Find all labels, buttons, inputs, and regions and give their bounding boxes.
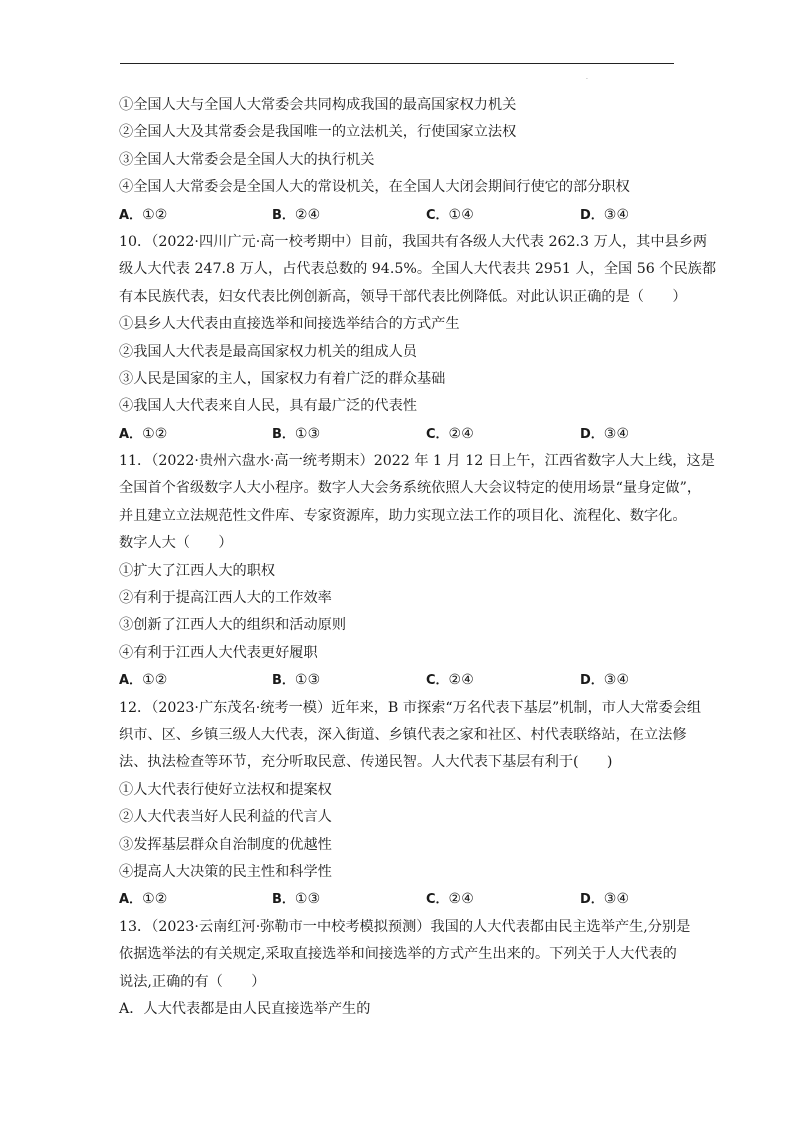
q11-stem-line-4: 数字人大（ ） [119, 535, 233, 552]
q10-choice-b[interactable]: B．①③ [272, 425, 321, 442]
q10-choices [119, 421, 679, 448]
q12-stem-line-2: 织市、区、乡镇三级人大代表，深入街道、乡镇代表之家和社区、村代表联络站，在立法修 [119, 726, 687, 743]
q12-choice-b[interactable]: B．①③ [272, 891, 321, 908]
q9-choice-b[interactable]: B．②④ [272, 206, 321, 223]
q10-stem-line-3: 有本民族代表，妇女代表比例创新高，领导干部代表比例降低。对此认识正确的是（ ） [119, 288, 687, 305]
q12-choice-d[interactable]: D．③④ [580, 891, 630, 908]
q9-option-2: ②全国人大及其常委会是我国唯一的立法机关，行使国家立法权 [119, 124, 517, 141]
q11-choice-d[interactable]: D．③④ [580, 672, 630, 689]
q12-option-1: ①人大代表行使好立法权和提案权 [119, 781, 332, 798]
q9-option-3: ③全国人大常委会是全国人大的执行机关 [119, 151, 375, 168]
header-rule [120, 63, 674, 64]
q11-choices [119, 667, 679, 694]
q10-choice-a[interactable]: A．①② [119, 425, 168, 442]
question-13 [119, 914, 691, 1024]
q10-option-4: ④我国人大代表来自人民，具有最广泛的代表性 [119, 398, 417, 415]
question-10 [119, 229, 717, 448]
q9-choice-c[interactable]: C．①④ [426, 206, 474, 223]
q11-option-3: ③创新了江西人大的组织和活动原则 [119, 617, 347, 634]
q13-stem-line-1: 13．（2023·云南红河·弥勒市一中校考模拟预测）我国的人大代表都由民主选举产生,分别是 [119, 918, 691, 935]
q10-choice-c[interactable]: C．②④ [426, 425, 474, 442]
q10-option-3: ③人民是国家的主人，国家权力有着广泛的群众基础 [119, 370, 446, 387]
q11-choice-c[interactable]: C．②④ [426, 672, 474, 689]
q9-option-4: ④全国人大常委会是全国人大的常设机关，在全国人大闭会期间行使它的部分职权 [119, 179, 630, 196]
q10-option-1: ①县乡人大代表由直接选举和间接选举结合的方式产生 [119, 316, 460, 333]
question-9 [119, 92, 679, 229]
q10-choice-d[interactable]: D．③④ [580, 425, 630, 442]
q11-option-2: ②有利于提高江西人大的工作效率 [119, 590, 332, 607]
q11-choice-b[interactable]: B．①③ [272, 672, 321, 689]
q9-choice-a[interactable]: A．①② [119, 206, 168, 223]
q12-stem-line-3: 法、执法检查等环节，充分听取民意、传递民智。人大代表下基层有利于( ) [119, 754, 613, 771]
q11-stem-line-3: 并且建立立法规范性文件库、专家资源库，助力实现立法工作的项目化、流程化、数字化。 [119, 507, 687, 524]
q11-stem-line-1: 11．（2022·贵州六盘水·高一统考期末）2022 年 1 月 12 日上午，江西省数字人大上线，这是 [119, 453, 715, 470]
q9-choice-d[interactable]: D．③④ [580, 206, 630, 223]
q13-stem-line-2: 依据选举法的有关规定,采取直接选举和间接选举的方式产生出来的。下列关于人大代表的 [119, 946, 677, 963]
question-12 [119, 695, 702, 914]
q12-option-2: ②人大代表当好人民利益的代言人 [119, 809, 332, 826]
q11-choice-a[interactable]: A．①② [119, 672, 168, 689]
q12-choice-c[interactable]: C．②④ [426, 891, 474, 908]
q11-option-4: ④有利于江西人大代表更好履职 [119, 644, 318, 661]
q10-option-2: ②我国人大代表是最高国家权力机关的组成人员 [119, 343, 417, 360]
q13-option-a[interactable]: A．人大代表都是由人民直接选举产生的 [119, 1000, 371, 1017]
q12-choice-a[interactable]: A．①② [119, 891, 168, 908]
q9-choices [119, 202, 679, 229]
q12-option-4: ④提高人大决策的民主性和科学性 [119, 863, 332, 880]
q12-stem-line-1: 12．（2023·广东茂名·统考一模）近年来，B 市探索“万名代表下基层”机制，市人大常委会组 [119, 699, 702, 716]
q9-option-1: ①全国人大与全国人大常委会共同构成我国的最高国家权力机关 [119, 97, 517, 113]
q11-option-1: ①扩大了江西人大的职权 [119, 562, 276, 579]
q10-stem-line-1: 10．（2022·四川广元·高一校考期中）目前，我国共有各级人大代表 262.3 万人，其中县乡两 [119, 233, 708, 250]
document-body [119, 92, 717, 1023]
q10-stem-line-2: 级人大代表 247.8 万人，占代表总数的 94.5%。全国人大代表共 2951 人，全国 56 个民族都 [119, 261, 717, 278]
question-11 [119, 448, 715, 695]
q13-stem-line-3: 说法,正确的有（ ） [119, 973, 266, 990]
q12-option-3: ③发挥基层群众自治制度的优越性 [119, 836, 332, 853]
header-dot: . [586, 74, 588, 81]
q12-choices [119, 886, 679, 913]
q11-stem-line-2: 全国首个省级数字人大小程序。数字人大会务系统依照人大会议特定的使用场景“量身定做”， [119, 480, 702, 497]
